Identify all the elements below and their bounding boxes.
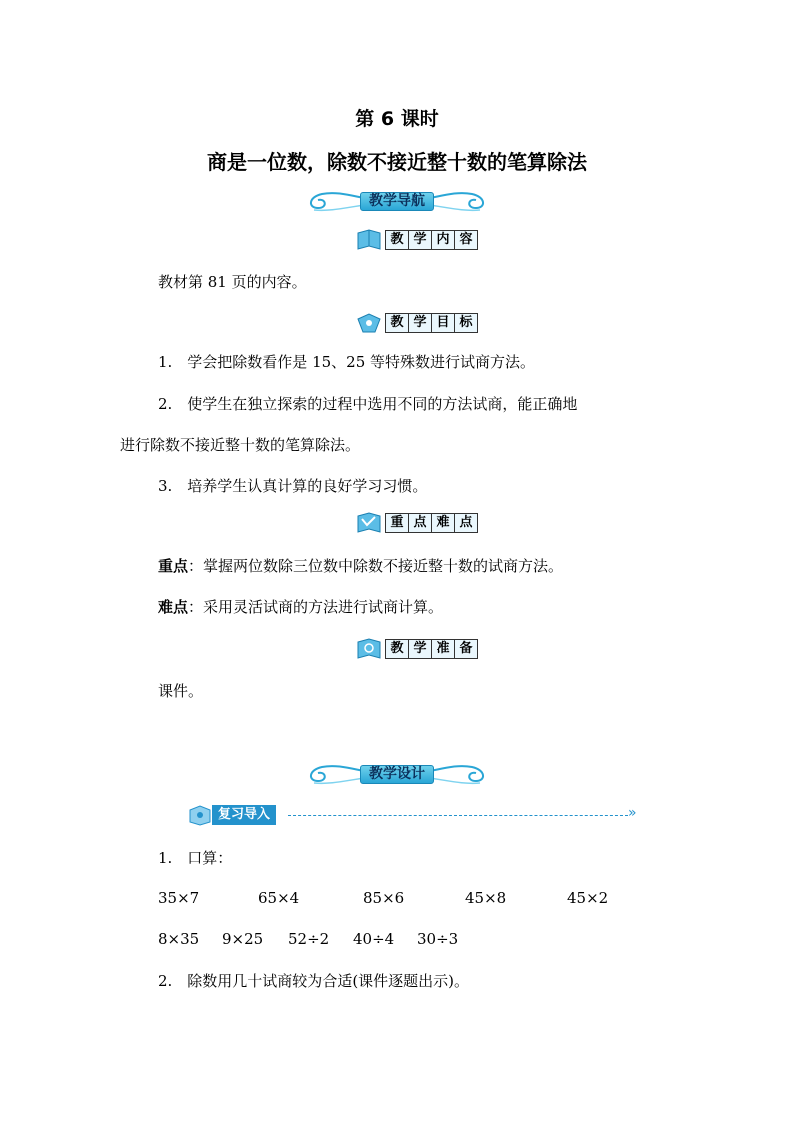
section-char: 重	[386, 514, 408, 532]
review-item-1: 1. 口算：	[158, 849, 233, 867]
book-icon	[355, 228, 383, 252]
section-char: 难	[431, 514, 454, 532]
banner-nav	[302, 186, 492, 214]
section-goals-header	[355, 311, 478, 335]
content-text: 教材第 81 页的内容。	[158, 273, 307, 291]
puzzle-icon	[188, 804, 212, 826]
banner-design	[302, 759, 492, 787]
review-tab-label: 复习导入	[212, 805, 276, 825]
goal-item-2: 2. 使学生在独立探索的过程中选用不同的方法试商，能正确地	[158, 395, 578, 413]
section-char: 目	[431, 314, 454, 332]
banner-label: 教学导航	[369, 193, 425, 209]
section-char: 准	[431, 640, 454, 658]
review-divider	[288, 815, 628, 816]
section-char: 点	[408, 514, 431, 532]
book-icon	[355, 511, 383, 535]
goal-item-3: 3. 培养学生认真计算的良好学习习惯。	[158, 477, 428, 495]
mental-calc: 35×7	[158, 889, 200, 907]
lesson-number: 第 6 课时	[355, 108, 439, 130]
difficult-label: 难点	[158, 598, 189, 616]
mental-calc: 9×25	[222, 930, 264, 948]
mental-calc: 40÷4	[353, 930, 395, 948]
review-item-2: 2. 除数用几十试商较为合适(课件逐题出示)。	[158, 972, 470, 990]
goal-item-2-cont: 进行除数不接近整十数的笔算除法。	[120, 436, 361, 454]
section-char: 学	[408, 314, 431, 332]
section-char: 教	[386, 640, 408, 658]
key-text: ：掌握两位数除三位数中除数不接近整十数的试商方法。	[188, 557, 564, 575]
difficult-point	[158, 597, 443, 617]
section-char: 标	[454, 314, 477, 332]
section-char: 内	[431, 231, 454, 249]
prep-text: 课件。	[158, 682, 204, 700]
page-title: 商是一位数，除数不接近整十数的笔算除法	[207, 150, 587, 174]
section-content-header	[355, 228, 478, 252]
mental-calc: 8×35	[158, 930, 200, 948]
section-prep-header	[355, 637, 478, 661]
key-point	[158, 556, 563, 576]
mental-calc: 30÷3	[417, 930, 459, 948]
review-tab	[188, 804, 276, 826]
section-char: 学	[408, 640, 431, 658]
mental-calc: 65×4	[258, 889, 300, 907]
section-char: 教	[386, 314, 408, 332]
section-char: 教	[386, 231, 408, 249]
section-char: 学	[408, 231, 431, 249]
goal-item-1: 1. 学会把除数看作是 15、25 等特殊数进行试商方法。	[158, 353, 536, 371]
book-icon	[355, 311, 383, 335]
book-icon	[355, 637, 383, 661]
section-char: 容	[454, 231, 477, 249]
section-keypoints-header	[355, 511, 478, 535]
section-char: 点	[454, 514, 477, 532]
key-label: 重点	[158, 557, 189, 575]
section-char: 备	[454, 640, 477, 658]
double-arrow-icon: »	[628, 805, 637, 821]
banner-label: 教学设计	[369, 766, 425, 782]
mental-calc: 45×2	[567, 889, 609, 907]
mental-calc: 52÷2	[288, 930, 330, 948]
difficult-text: ：采用灵活试商的方法进行试商计算。	[188, 598, 444, 616]
mental-calc: 45×8	[465, 889, 507, 907]
mental-calc: 85×6	[363, 889, 405, 907]
